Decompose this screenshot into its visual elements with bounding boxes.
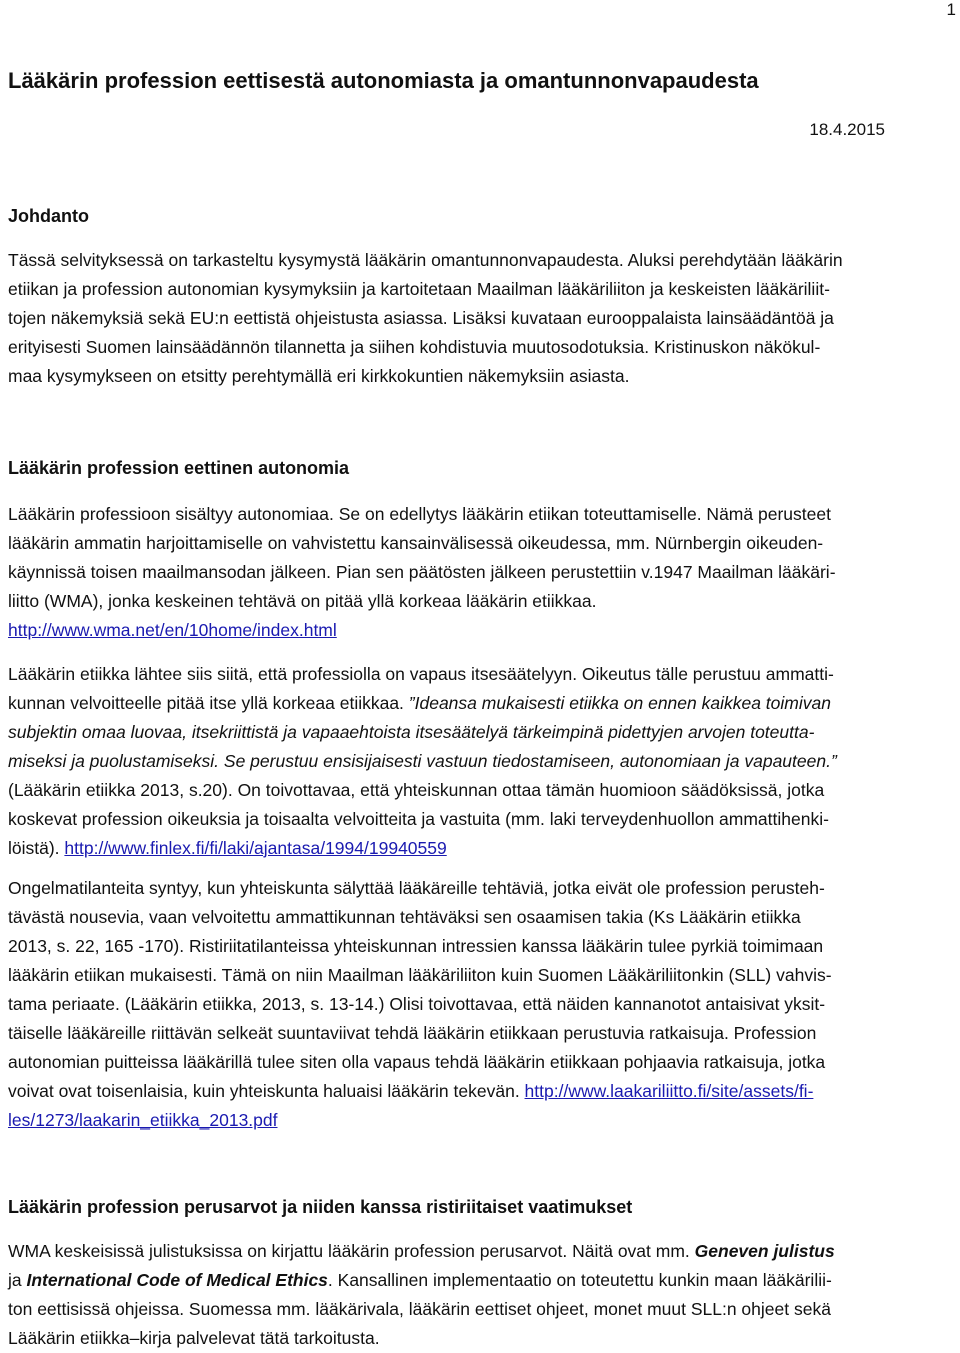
text-fragment: . Kansallinen implementaatio on toteutettu kunkin maan lääkärilii- (327, 1270, 832, 1290)
quote-text: ”Ideansa mukaisesti etiikka on ennen kaikkea toimivan (408, 693, 831, 713)
text-fragment: kunnan velvoitteelle pitää itse yllä korkeaa etiikkaa. (8, 693, 409, 713)
text-line: Lääkärin etiikka–kirja palvelevat tätä tarkoitusta. (8, 1328, 380, 1348)
text-line: etiikan ja profession autonomian kysymyksiin ja kartoitetaan Maailman lääkäriliiton ja keskeisten lääkäriliit- (8, 279, 830, 299)
autonomy-heading: Lääkärin profession eettinen autonomia (8, 458, 350, 478)
text-line: autonomian puitteissa lääkärillä tulee siten olla vapaus tehdä lääkärin etiikkaan pohjaavia ratkaisuja, jotka (8, 1052, 826, 1072)
text-line: 2013, s. 22, 165 -170). Ristiriitatilanteissa yhteiskunnan intressien kanssa lääkärin tulee pyrkiä toimimaan (8, 936, 824, 956)
text-fragment: voivat ovat toisenlaisia, kuin yhteiskunta haluaisi lääkärin tekevän. (8, 1081, 525, 1101)
international-code: International Code of Medical Ethics (26, 1270, 328, 1290)
text-line: Ongelmatilanteita syntyy, kun yhteiskunta sälyttää lääkäreille tehtäviä, jotka eivät ole profession perusteh- (8, 878, 825, 898)
text-line: Lääkärin etiikka lähtee siis siitä, että professiolla on vapaus itsesäätelyyn. Oikeutus tälle perustuu ammatti- (8, 664, 834, 684)
autonomy-paragraph-3 (8, 874, 956, 1135)
text-line: lääkärin etiikan mukaisesti. Tämä on niin Maailman lääkäriliiton kuin Suomen Lääkäriliitonkin (SLL) vahvis- (8, 965, 832, 985)
values-heading: Lääkärin profession perusarvot ja niiden kanssa ristiriitaiset vaatimukset (8, 1197, 633, 1217)
document-title: Lääkärin profession eettisestä autonomiasta ja omantunnonvapaudesta (8, 68, 759, 93)
finlex-link[interactable]: http://www.finlex.fi/fi/laki/ajantasa/1994/19940559 (64, 838, 447, 858)
wma-link[interactable]: http://www.wma.net/en/10home/index.html (8, 620, 337, 640)
text-line: tävästä nousevia, vaan velvoitettu ammattikunnan tehtäväksi sen osaamisen takia (Ks Lääkärin etiikka (8, 907, 801, 927)
text-line: tojen näkemyksiä sekä EU:n eettistä ohjeistusta asiassa. Lisäksi kuvataan eurooppalaista lainsäädäntöä ja (8, 308, 834, 328)
text-line: tama periaate. (Lääkärin etiikka, 2013, s. 13-14.) Olisi toivottavaa, että näiden kannanotot antaisivat yksit- (8, 994, 826, 1014)
text-line: Lääkärin professioon sisältyy autonomiaa. Se on edellytys lääkärin etiikan toteuttamiselle. Nämä perusteet (8, 504, 831, 524)
geneva-declaration: Geneven julistus (694, 1241, 835, 1261)
laakariliitto-link[interactable]: http://www.laakariliitto.fi/site/assets/fi- (524, 1081, 814, 1101)
text-line: käynnissä toisen maailmansodan jälkeen. Pian sen päätösten jälkeen perustettiin v.1947 Maailman lääkäri- (8, 562, 836, 582)
document-date: 18.4.2015 (809, 120, 885, 139)
text-fragment: löistä). (8, 838, 65, 858)
text-fragment: WMA keskeisissä julistuksissa on kirjattu lääkärin profession perusarvot. Näitä ovat mm. (8, 1241, 695, 1261)
text-line: ton eettisissä ohjeissa. Suomessa mm. lääkärivala, lääkärin eettiset ohjeet, monet muut SLL:n ohjeet sekä (8, 1299, 831, 1319)
text-line: liitto (WMA), jonka keskeinen tehtävä on pitää yllä korkeaa lääkärin etiikkaa. (8, 591, 597, 611)
laakariliitto-link-continued[interactable]: les/1273/laakarin_etiikka_2013.pdf (8, 1110, 278, 1130)
text-fragment: ja (8, 1270, 27, 1290)
text-line: täiselle lääkäreille riittävän selkeät suuntaviivat tehdä lääkärin etiikkaan perustuvia ratkaisuja. Profession (8, 1023, 817, 1043)
text-line: (Lääkärin etiikka 2013, s.20). On toivottavaa, että yhteiskunnan ottaa tämän huomioon säädöksissä, jotka (8, 780, 825, 800)
intro-heading: Johdanto (8, 206, 89, 226)
text-line: Tässä selvityksessä on tarkasteltu kysymystä lääkärin omantunnonvapaudesta. Aluksi perehdytään lääkärin (8, 250, 843, 270)
autonomy-paragraph-2 (8, 660, 956, 863)
quote-text: miseksi ja puolustamiseksi. Se perustuu ensisijaisesti vastuun tiedostamiseen, autonomiaan ja vapauteen.” (8, 751, 837, 771)
text-line: erityisesti Suomen lainsäädännön tilannetta ja siihen kohdistuvia muutosodotuksia. Kristinuskon näkökul- (8, 337, 821, 357)
text-line: koskevat profession oikeuksia ja toisaalta velvoitteita ja vastuita (mm. laki terveydenhuollon ammattihenki- (8, 809, 829, 829)
page-number: 1 (946, 0, 956, 19)
quote-text: subjektin omaa luovaa, itsekriittistä ja vapaaehtoista itsesäätelyä tärkeimpinä pidettyjen arvojen toteutta- (8, 722, 815, 742)
intro-paragraph (8, 246, 956, 391)
values-paragraph (8, 1237, 956, 1353)
text-line: lääkärin ammatin harjoittamiselle on vahvistettu kansainvälisessä oikeudessa, mm. Nürnbergin oikeuden- (8, 533, 824, 553)
text-line: maa kysymykseen on etsitty perehtymällä eri kirkkokuntien näkemyksiin asiasta. (8, 366, 630, 386)
autonomy-paragraph-1 (8, 500, 956, 645)
